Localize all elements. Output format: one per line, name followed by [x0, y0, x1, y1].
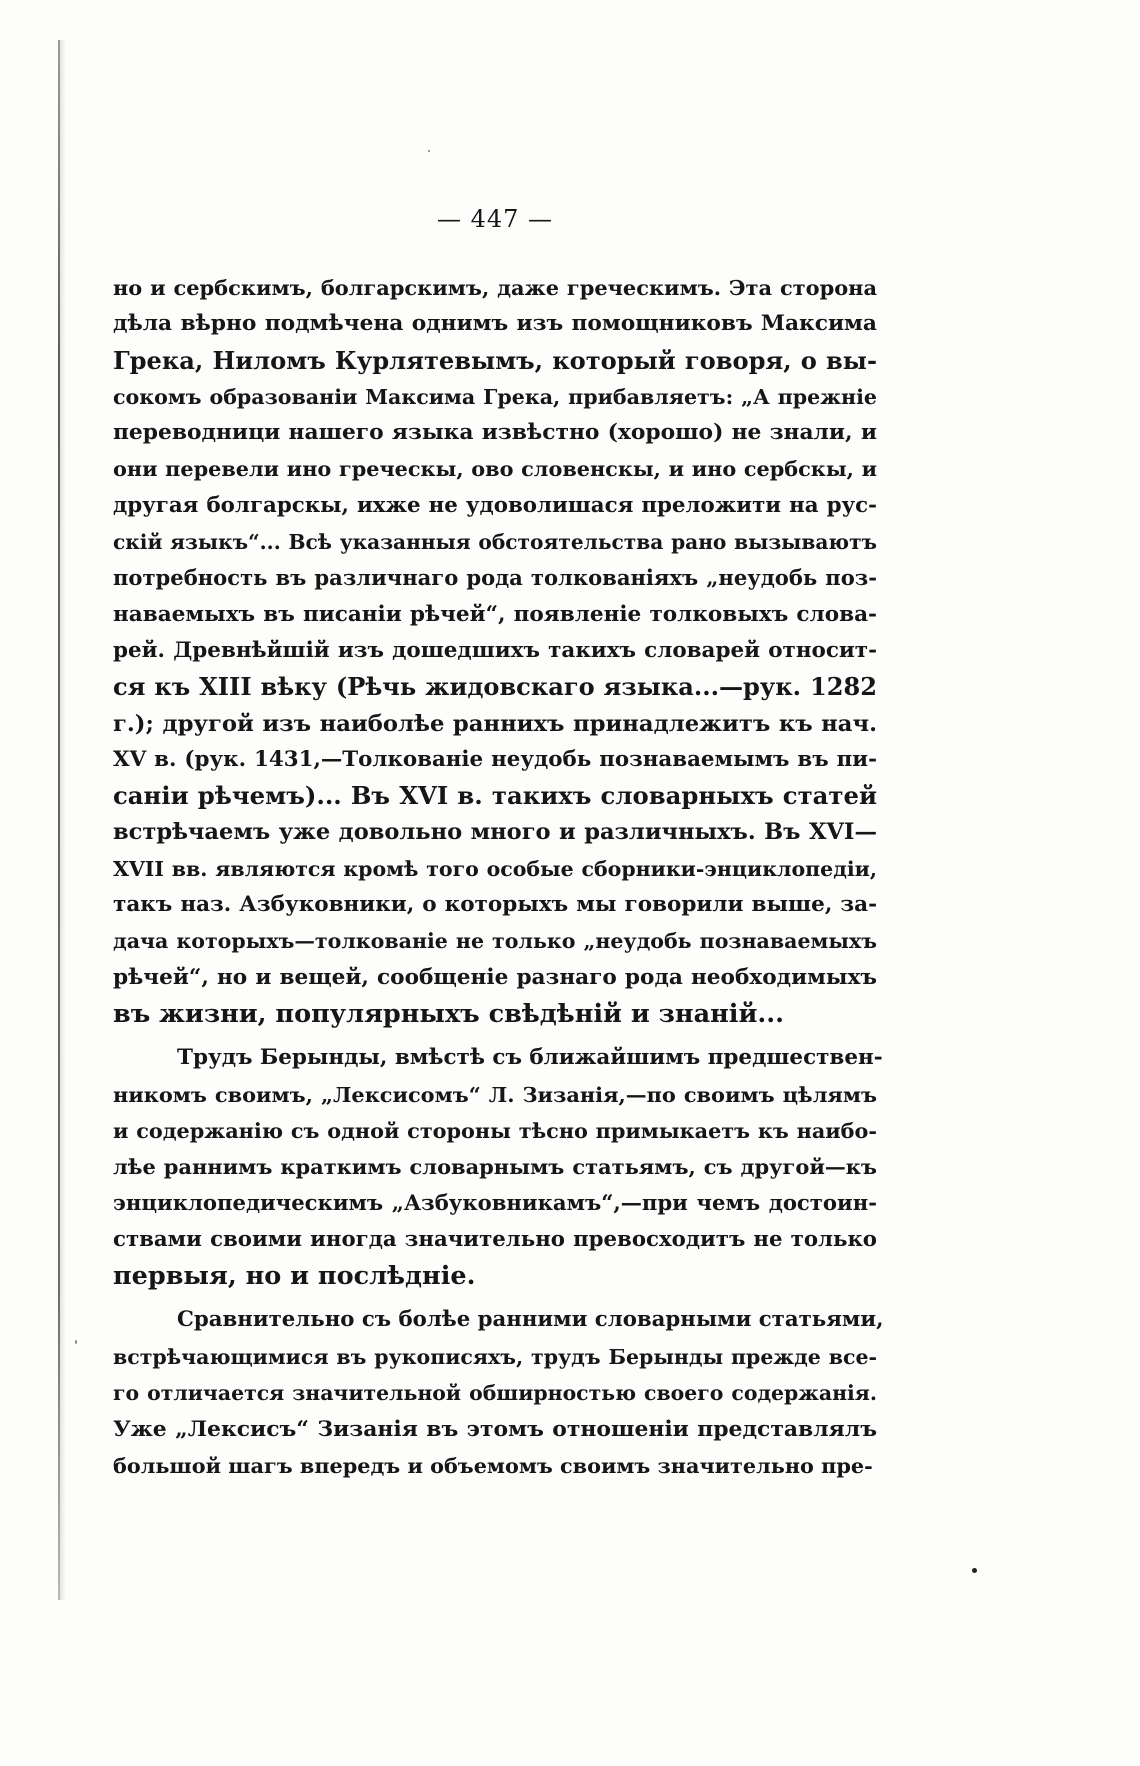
text-line: другая болгарскы, ихже не удоволишася преложити на рус- [113, 492, 877, 518]
paragraph-spacer [113, 1032, 877, 1040]
text-line: г.); другой изъ наиболѣе раннихъ принадлежитъ къ нач. [113, 710, 877, 737]
text-line: скій языкъ“... Всѣ указанныя обстоятельства рано вызываютъ [113, 530, 877, 555]
ink-speck [972, 1568, 977, 1573]
text-line: саніи рѣчемъ)... Въ XVI в. такихъ словарныхъ статей [113, 781, 877, 811]
text-line: въ жизни, популярныхъ свѣдѣній и знаній... [113, 998, 784, 1029]
binding-shadow [60, 40, 66, 1600]
text-line: они перевели ино греческы, ово словенскы, и ино сербскы, и [113, 456, 877, 482]
text-line: и содержанію съ одной стороны тѣсно примыкаетъ къ наибо- [113, 1117, 877, 1143]
text-line: дѣла вѣрно подмѣчена однимъ изъ помощниковъ Максима [113, 311, 877, 337]
text-line: рѣчей“, но и вещей, сообщеніе разнаго рода необходимыхъ [113, 964, 877, 990]
text-line: Уже „Лексисъ“ Зизанія въ этомъ отношеніи представлялъ [113, 1416, 877, 1443]
text-line: встрѣчаемъ уже довольно много и различныхъ. Въ XVI— [113, 819, 877, 846]
text-line: XV в. (рук. 1431,—Толкованіе неудобь познаваемымъ въ пи- [113, 746, 877, 772]
body-text [113, 270, 884, 1484]
ink-speck [75, 1340, 77, 1344]
text-line: переводници нашего языка извѣстно (хорошо) не знали, и [113, 420, 877, 446]
text-line: сокомъ образованіи Максима Грека, прибавляетъ: „А прежніе [113, 384, 877, 409]
text-line: энциклопедическимъ „Азбуковникамъ“,—при чемъ достоин- [113, 1190, 877, 1216]
text-line: рей. Древнѣйшій изъ дошедшихъ такихъ словарей относит- [113, 637, 877, 663]
text-line: ствами своими иногда значительно превосходитъ не только [113, 1226, 877, 1252]
text-line: такъ наз. Азбуковники, о которыхъ мы говорили выше, за- [113, 892, 877, 918]
page-number: — 447 — [436, 205, 554, 233]
text-line: ся къ XIII вѣку (Рѣчь жидовскаго языка...—рук. 1282 [113, 672, 877, 702]
text-line: го отличается значительной обширностью своего содержанія. [113, 1380, 877, 1405]
paragraph [113, 270, 877, 1032]
text-line: никомъ своимъ, „Лексисомъ“ Л. Зизанія,—по своимъ цѣлямъ [113, 1081, 877, 1107]
text-line: Трудъ Берынды, вмѣстѣ съ ближайшимъ предшествен- [177, 1045, 883, 1071]
text-line: XVII вв. являются кромѣ того особые сборники-энциклопедіи, [113, 856, 877, 881]
paragraph [113, 1302, 884, 1483]
text-line: лѣе раннимъ краткимъ словарнымъ статьямъ, съ другой—къ [113, 1154, 877, 1180]
text-line: первыя, но и послѣдніе. [113, 1261, 476, 1292]
text-line: дача которыхъ—толкованіе не только „неудобь познаваемыхъ [113, 929, 877, 954]
text-line: потребность въ различнаго рода толкованіяхъ „неудобь поз- [113, 565, 877, 591]
text-line: но и сербскимъ, болгарскимъ, даже греческимъ. Эта сторона [113, 275, 877, 300]
text-line: большой шагъ впередъ и объемомъ своимъ значительно пре- [113, 1452, 873, 1478]
text-line: встрѣчающимися въ рукописяхъ, трудъ Берынды прежде все- [113, 1344, 877, 1369]
text-line: наваемыхъ въ писаніи рѣчей“, появленіе толковыхъ слова- [113, 601, 877, 627]
ink-speck [428, 150, 430, 152]
text-line: Грека, Ниломъ Курлятевымъ, который говоря, о вы- [113, 345, 877, 375]
text-line: Сравнительно съ болѣе ранними словарными статьями, [177, 1307, 884, 1333]
paragraph-spacer [113, 1294, 877, 1302]
paragraph [113, 1040, 883, 1294]
